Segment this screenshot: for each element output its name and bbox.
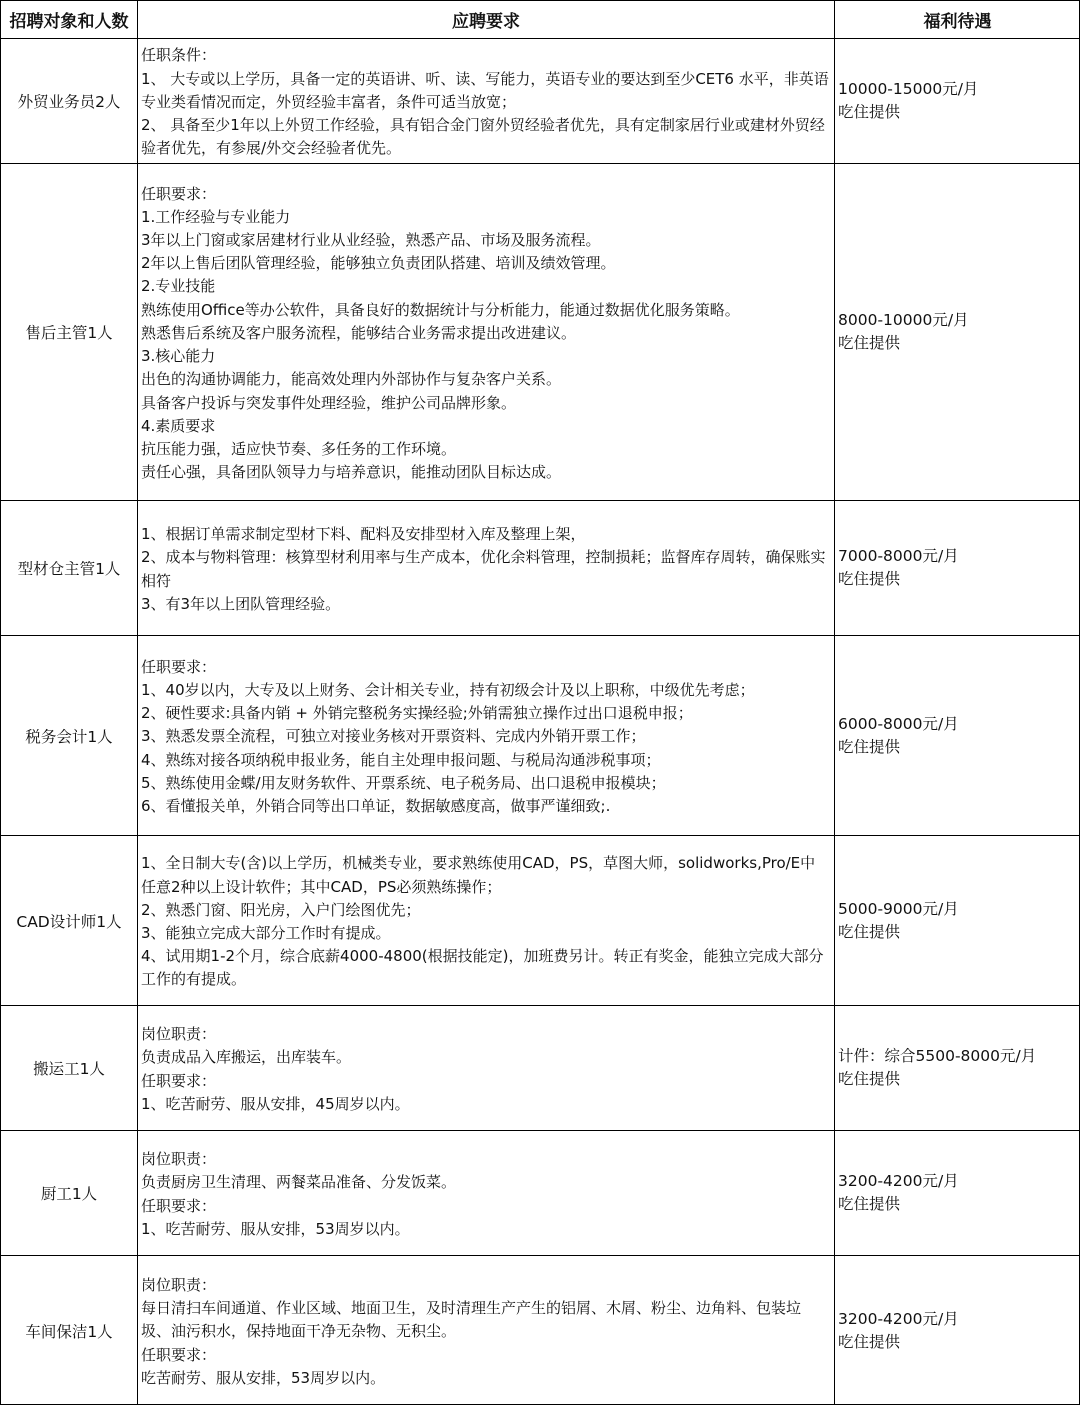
text-line: 吃苦耐劳、服从安排，53周岁以内。 xyxy=(141,1368,386,1387)
text-line: 4、试用期1-2个月，综合底薪4000-4800(根据技能定)，加班费另计。转正有奖金，能独立完成大部分工作的有提成。 xyxy=(141,947,824,989)
text-line: 吃住提供 xyxy=(838,570,901,588)
text-line: 2、硬性要求:具备内销 + 外销完整税务实操经验;外销需独立操作过出口退税申报； xyxy=(141,704,693,723)
benefits-cell xyxy=(835,1131,1080,1255)
row-border xyxy=(0,835,1080,836)
header-position: 招聘对象和人数 xyxy=(9,12,129,32)
text-line: 熟悉售后系统及客户服务流程，能够结合业务需求提出改进建议。 xyxy=(141,323,577,342)
text-line: 1、根据订单需求制定型材下料、配料及安排型材入库及整理上架， xyxy=(141,525,586,544)
text-line: 吃住提供 xyxy=(838,1332,901,1351)
benefits-cell xyxy=(835,164,1080,500)
text-line: 3200-4200元/月 xyxy=(838,1172,959,1190)
text-line: 4.素质要求 xyxy=(141,416,216,435)
text-line: 任职要求： xyxy=(141,1345,217,1364)
text-line: 任职要求： xyxy=(141,1196,217,1215)
text-line: 5000-9000元/月 xyxy=(838,899,959,918)
position-cell: 搬运工1人 xyxy=(33,1060,105,1078)
text-line: 出色的沟通协调能力，能高效处理内外部协作与复杂客户关系。 xyxy=(141,370,562,389)
header-requirements: 应聘要求 xyxy=(452,12,520,32)
text-line: 6、看懂报关单，外销合同等出口单证，数据敏感度高，做事严谨细致;. xyxy=(141,797,611,815)
text-line: 任职要求： xyxy=(141,1071,217,1090)
position-cell: CAD设计师1人 xyxy=(16,912,122,931)
benefits-cell xyxy=(835,636,1080,835)
text-line: 任职要求： xyxy=(141,184,217,203)
position-cell: 厨工1人 xyxy=(40,1185,98,1203)
header-benefits: 福利待遇 xyxy=(923,12,992,32)
requirements-cell xyxy=(138,1131,834,1255)
text-line: 1、吃苦耐劳、服从安排，45周岁以内。 xyxy=(141,1094,410,1113)
position-cell: 车间保洁1人 xyxy=(25,1322,113,1341)
text-line: 熟练使用Office等办公软件，具备良好的数据统计与分析能力，能通过数据优化服务策略。 xyxy=(141,300,740,319)
benefits-cell xyxy=(835,501,1080,635)
text-line: 3、有3年以上团队管理经验。 xyxy=(141,594,341,613)
text-line: 计件：综合5500-8000元/月 xyxy=(838,1047,1037,1065)
text-line: 吃住提供 xyxy=(838,103,901,121)
column-border xyxy=(137,0,138,1405)
text-line: 1、 大专或以上学历，具备一定的英语讲、听、读、写能力，英语专业的要达到至少CET6 水平，非英语专业类看情况而定，外贸经验丰富者，条件可适当放宽； xyxy=(141,69,829,111)
position-cell: 税务会计1人 xyxy=(25,727,113,746)
requirements-cell xyxy=(138,164,834,500)
text-line: 2、成本与物料管理：核算型材利用率与生产成本，优化余料管理，控制损耗；监督库存周转，确保账实相符 xyxy=(141,548,826,590)
text-line: 吃住提供 xyxy=(838,334,901,352)
position-cell: 售后主管1人 xyxy=(25,324,113,342)
text-line: 4、熟练对接各项纳税申报业务，能自主处理申报问题、与税局沟通涉税事项； xyxy=(141,750,661,769)
requirements-cell xyxy=(138,1006,834,1130)
text-line: 吃住提供 xyxy=(838,922,901,941)
text-line: 岗位职责： xyxy=(141,1150,217,1169)
requirements-cell xyxy=(138,39,834,163)
text-line: 吃住提供 xyxy=(838,737,901,756)
text-line: 2年以上售后团队管理经验，能够独立负责团队搭建、培训及绩效管理。 xyxy=(141,254,616,273)
row-border xyxy=(0,1005,1080,1006)
text-line: 1、全日制大专(含)以上学历，机械类专业，要求熟练使用CAD，PS，草图大师，solidworks,Pro/E中任意2种以上设计软件；其中CAD，PS必须熟练操作； xyxy=(141,854,816,896)
benefits-cell xyxy=(835,1256,1080,1405)
column-border xyxy=(0,0,1,1405)
position-cell: 外贸业务员2人 xyxy=(17,93,121,111)
text-line: 负责成品入库搬运，出库装车。 xyxy=(141,1048,352,1067)
text-line: 具备客户投诉与突发事件处理经验，维护公司品牌形象。 xyxy=(141,393,517,412)
text-line: 1、吃苦耐劳、服从安排，53周岁以内。 xyxy=(141,1219,410,1238)
requirements-cell xyxy=(138,836,834,1005)
row-border xyxy=(0,500,1080,501)
text-line: 2、熟悉门窗、阳光房，入户门绘图优先； xyxy=(141,900,421,919)
text-line: 责任心强，具备团队领导力与培养意识，能推动团队目标达成。 xyxy=(141,463,562,482)
text-line: 负责厨房卫生清理、两餐菜品准备、分发饭菜。 xyxy=(141,1173,457,1192)
position-cell: 型材仓主管1人 xyxy=(17,560,121,578)
requirements-cell xyxy=(138,501,834,635)
text-line: 1.工作经验与专业能力 xyxy=(141,207,291,226)
text-line: 3、能独立完成大部分工作时有提成。 xyxy=(141,924,391,942)
text-line: 7000-8000元/月 xyxy=(838,547,959,565)
row-border xyxy=(0,0,1080,1)
text-line: 吃住提供 xyxy=(838,1070,901,1088)
benefits-cell xyxy=(835,1006,1080,1130)
text-line: 2、 具备至少1年以上外贸工作经验，具有铝合金门窗外贸经验者优先，具有定制家居行业或建材外贸经验者优先，有参展/外交会经验者优先。 xyxy=(141,116,825,158)
text-line: 5、熟练使用金蝶/用友财务软件、开票系统、电子税务局、出口退税申报模块； xyxy=(141,773,666,792)
text-line: 抗压能力强，适应快节奏、多任务的工作环境。 xyxy=(141,439,457,458)
benefits-cell xyxy=(835,39,1080,163)
row-border xyxy=(0,163,1080,164)
text-line: 3、熟悉发票全流程，可独立对接业务核对开票资料、完成内外销开票工作； xyxy=(141,727,646,746)
text-line: 3.核心能力 xyxy=(141,347,216,366)
row-border xyxy=(0,38,1080,39)
requirements-cell xyxy=(138,636,834,835)
text-line: 岗位职责： xyxy=(141,1025,217,1044)
column-border xyxy=(834,0,835,1405)
text-line: 岗位职责： xyxy=(141,1275,217,1294)
row-border xyxy=(0,635,1080,636)
text-line: 3200-4200元/月 xyxy=(838,1309,959,1328)
text-line: 任职要求： xyxy=(141,657,217,676)
text-line: 吃住提供 xyxy=(838,1195,901,1213)
text-line: 8000-10000元/月 xyxy=(838,311,969,329)
text-line: 3年以上门窗或家居建材行业从业经验，熟悉产品、市场及服务流程。 xyxy=(141,231,601,250)
text-line: 6000-8000元/月 xyxy=(838,714,959,733)
text-line: 任职条件： xyxy=(141,46,217,65)
text-line: 2.专业技能 xyxy=(141,277,216,296)
row-border xyxy=(0,1130,1080,1131)
requirements-cell xyxy=(138,1256,834,1405)
text-line: 1、40岁以内，大专及以上财务、会计相关专业，持有初级会计及以上职称，中级优先考虑； xyxy=(141,680,755,699)
text-line: 每日清扫车间通道、作业区域、地面卫生，及时清理生产产生的铝屑、木屑、粉尘、边角料、包装垃圾、油污积水，保持地面干净无杂物、无积尘。 xyxy=(141,1299,802,1341)
text-line: 10000-15000元/月 xyxy=(838,80,979,98)
row-border xyxy=(0,1255,1080,1256)
benefits-cell xyxy=(835,836,1080,1005)
